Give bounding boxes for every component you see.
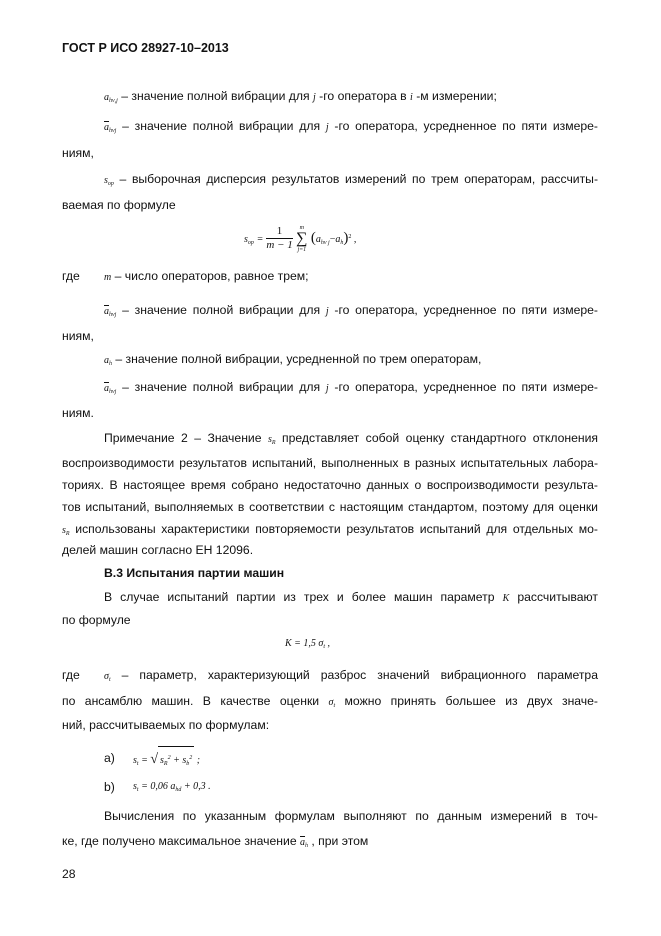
paragraph-line: по ансамблю машин. В качестве оценки $\sigma_t$ можно принять большее из двух значе-	[62, 694, 598, 709]
paragraph-line: по формуле	[62, 613, 131, 627]
variance-formula: $s_{op}$ = $\frac{1}{m - 1}$ m ∑ j=1 $(a_{hv j}-a_h)^2$ ,	[244, 224, 357, 253]
note-line: делей машин согласно ЕН 12096.	[62, 543, 254, 557]
k-formula: K = 1,5 $\sigma_t$ ,	[285, 638, 331, 650]
paragraph-line: $\sigma_t$ – параметр, характеризующий разброс значений вибрационного параметра	[104, 668, 598, 683]
note-line: ториях. В настоящее время собрано недостаточно данных о воспроизводимости результа-	[62, 478, 598, 492]
document-header: ГОСТ Р ИСО 28927-10–2013	[62, 41, 229, 55]
note-line: Примечание 2 – Значение $s_R$ представляет собой оценку стандартного отклонения	[104, 431, 598, 446]
paragraph-line: ке, где получено максимальное значение $\overline{a}_h$ , при этом	[62, 834, 369, 849]
formula-item-label: а)	[104, 751, 115, 765]
note-line: воспроизводимости результатов испытаний, выполненных в разных испытательных лабора-	[62, 456, 598, 470]
definition-line: $\overline{a}_{hvj}$ – значение полной вибрации для j -го оператора, усредненное по пяти измере-	[104, 380, 598, 395]
definition-continuation: ниям,	[62, 146, 94, 160]
definition-line: $\overline{a}_{hvj}$ – значение полной вибрации для j -го оператора, усредненное по пяти измере-	[104, 119, 598, 134]
section-heading: В.3 Испытания партии машин	[104, 566, 285, 580]
paragraph-line: ний, рассчитываемых по формулам:	[62, 718, 270, 732]
where-label: где	[62, 668, 80, 682]
definition-line: $\overline{a}_{hvj}$ – значение полной вибрации для j -го оператора, усредненное по пяти измере-	[104, 303, 598, 318]
definition-continuation: ниям.	[62, 406, 94, 420]
note-line: $s_R$ использованы характеристики повторяемости результатов испытаний для отдельных мо-	[62, 522, 598, 537]
definition-line: $a_h$ – значение полной вибрации, усредненной по трем операторам,	[104, 352, 482, 367]
page-number: 28	[62, 867, 76, 881]
definition-line: $a_{hv,j}$ – значение полной вибрации для j -го оператора в i -м измерении;	[104, 89, 497, 104]
formula-b: $s_t = 0,06$ $a_{hd} + 0,3$ .	[133, 781, 211, 793]
definition-line: m – число операторов, равное трем;	[104, 269, 309, 283]
formula-item-label: b)	[104, 780, 115, 794]
paragraph-line: В случае испытаний партии из трех и более машин параметр K рассчитывают	[104, 590, 598, 604]
formula-a: $s_t$ = √ $s_R^2 + s_b^2$ ;	[133, 746, 200, 775]
definition-line: $s_{op}$ – выборочная дисперсия результатов измерений по трем операторам, рассчиты-	[104, 172, 598, 187]
definition-continuation: ваемая по формуле	[62, 198, 176, 212]
definition-continuation: ниям,	[62, 329, 94, 343]
paragraph-line: Вычисления по указанным формулам выполняют по данным измерений в точ-	[104, 809, 598, 823]
where-label: где	[62, 269, 80, 283]
note-line: тов испытаний, выполняемых в соответствии с настоящим стандартом, поэтому для оценки	[62, 500, 598, 514]
